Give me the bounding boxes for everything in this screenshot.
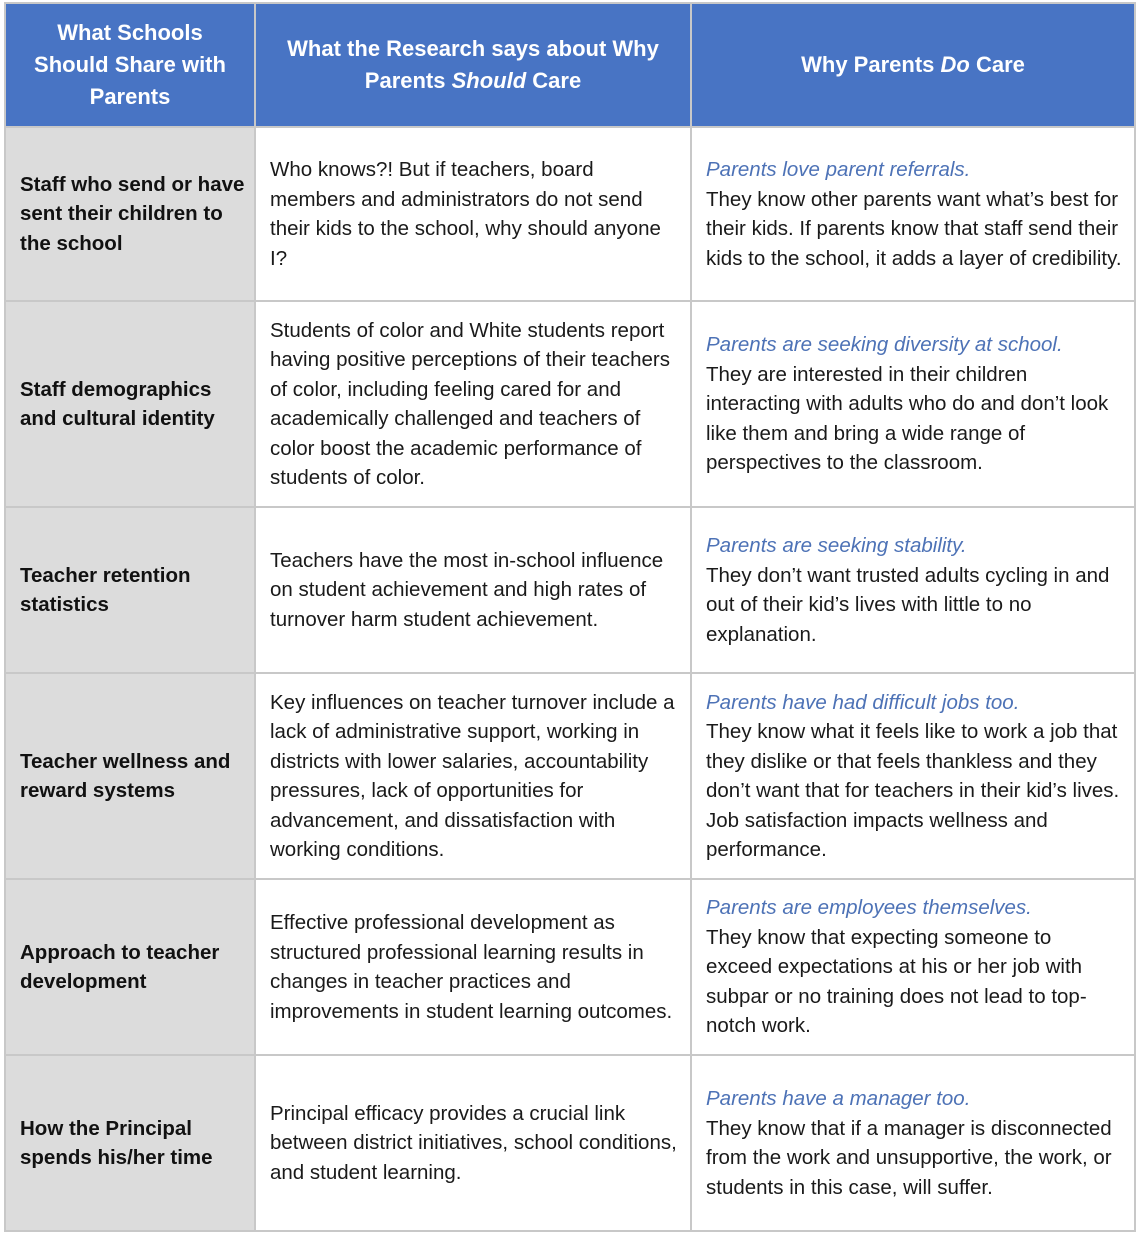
why-text: They know what it feels like to work a job that they dislike or that feels thankless and they don’t want that for teachers in their kid’s lives. Job satisfaction impacts wellness and performance. xyxy=(706,720,1120,861)
row-label: Teacher wellness and reward systems xyxy=(5,673,255,879)
row-label: Teacher retention statistics xyxy=(5,507,255,673)
why-cell xyxy=(691,1055,1135,1231)
row-label: Approach to teacher development xyxy=(5,879,255,1055)
why-cell xyxy=(691,301,1135,507)
row-label: How the Principal spends his/her time xyxy=(5,1055,255,1231)
why-lead: Parents are seeking stability. xyxy=(706,534,967,557)
header-why-parents-care: Why Parents Do Care xyxy=(691,3,1135,127)
why-text: They are interested in their children interacting with adults who do and don’t look like them and bring a wide range of perspectives to the classroom. xyxy=(706,362,1109,475)
header-what-schools-share: What Schools Should Share with Parents xyxy=(5,3,255,127)
why-lead: Parents are employees themselves. xyxy=(706,896,1032,920)
why-text: They know that if a manager is disconnected from the work and unsupportive, the work, or students in this case, will suffer. xyxy=(706,1116,1112,1199)
table-row xyxy=(5,127,1135,301)
research-cell: Principal efficacy provides a crucial link between district initiatives, school conditions, and student learning. xyxy=(255,1055,691,1231)
why-text: They don’t want trusted adults cycling in and out of their kid’s lives with little to no explanation. xyxy=(706,563,1110,646)
why-text: They know other parents want what’s best for their kids. If parents know that staff send their kids to the school, it adds a layer of credibility. xyxy=(706,187,1122,270)
table-row xyxy=(5,301,1135,507)
why-lead: Parents have a manager too. xyxy=(706,1087,971,1110)
table-row xyxy=(5,879,1135,1055)
why-lead: Parents have had difficult jobs too. xyxy=(706,690,1020,714)
header-research-says: What the Research says about Why Parents Should Care xyxy=(255,3,691,127)
row-label: Staff who send or have sent their children to the school xyxy=(5,127,255,301)
research-cell: Key influences on teacher turnover include a lack of administrative support, working in districts with lower salaries, accountability pressures, lack of opportunities for advancement, and dissatisfaction with working conditions. xyxy=(255,673,691,879)
research-cell: Who knows?! But if teachers, board members and administrators do not send their kids to the school, why should anyone I? xyxy=(255,127,691,301)
table-row xyxy=(5,673,1135,879)
why-cell xyxy=(691,879,1135,1055)
why-cell xyxy=(691,673,1135,879)
why-cell xyxy=(691,127,1135,301)
why-lead: Parents love parent referrals. xyxy=(706,158,971,181)
why-lead: Parents are seeking diversity at school. xyxy=(706,333,1063,357)
research-cell: Effective professional development as structured professional learning results in changes in teacher practices and improvements in student learning outcomes. xyxy=(255,879,691,1055)
why-text: They know that expecting someone to exceed expectations at his or her job with subpar or no training does not lead to top-notch work. xyxy=(706,925,1087,1038)
table-row xyxy=(5,507,1135,673)
row-label: Staff demographics and cultural identity xyxy=(5,301,255,507)
research-cell: Students of color and White students report having positive perceptions of their teachers of color, including feeling cared for and academically challenged and teachers of color boost the academic performance of students of color. xyxy=(255,301,691,507)
research-cell: Teachers have the most in-school influence on student achievement and high rates of turnover harm student achievement. xyxy=(255,507,691,673)
comparison-table xyxy=(4,2,1136,1232)
table-row xyxy=(5,1055,1135,1231)
why-cell xyxy=(691,507,1135,673)
header-row xyxy=(5,3,1135,127)
